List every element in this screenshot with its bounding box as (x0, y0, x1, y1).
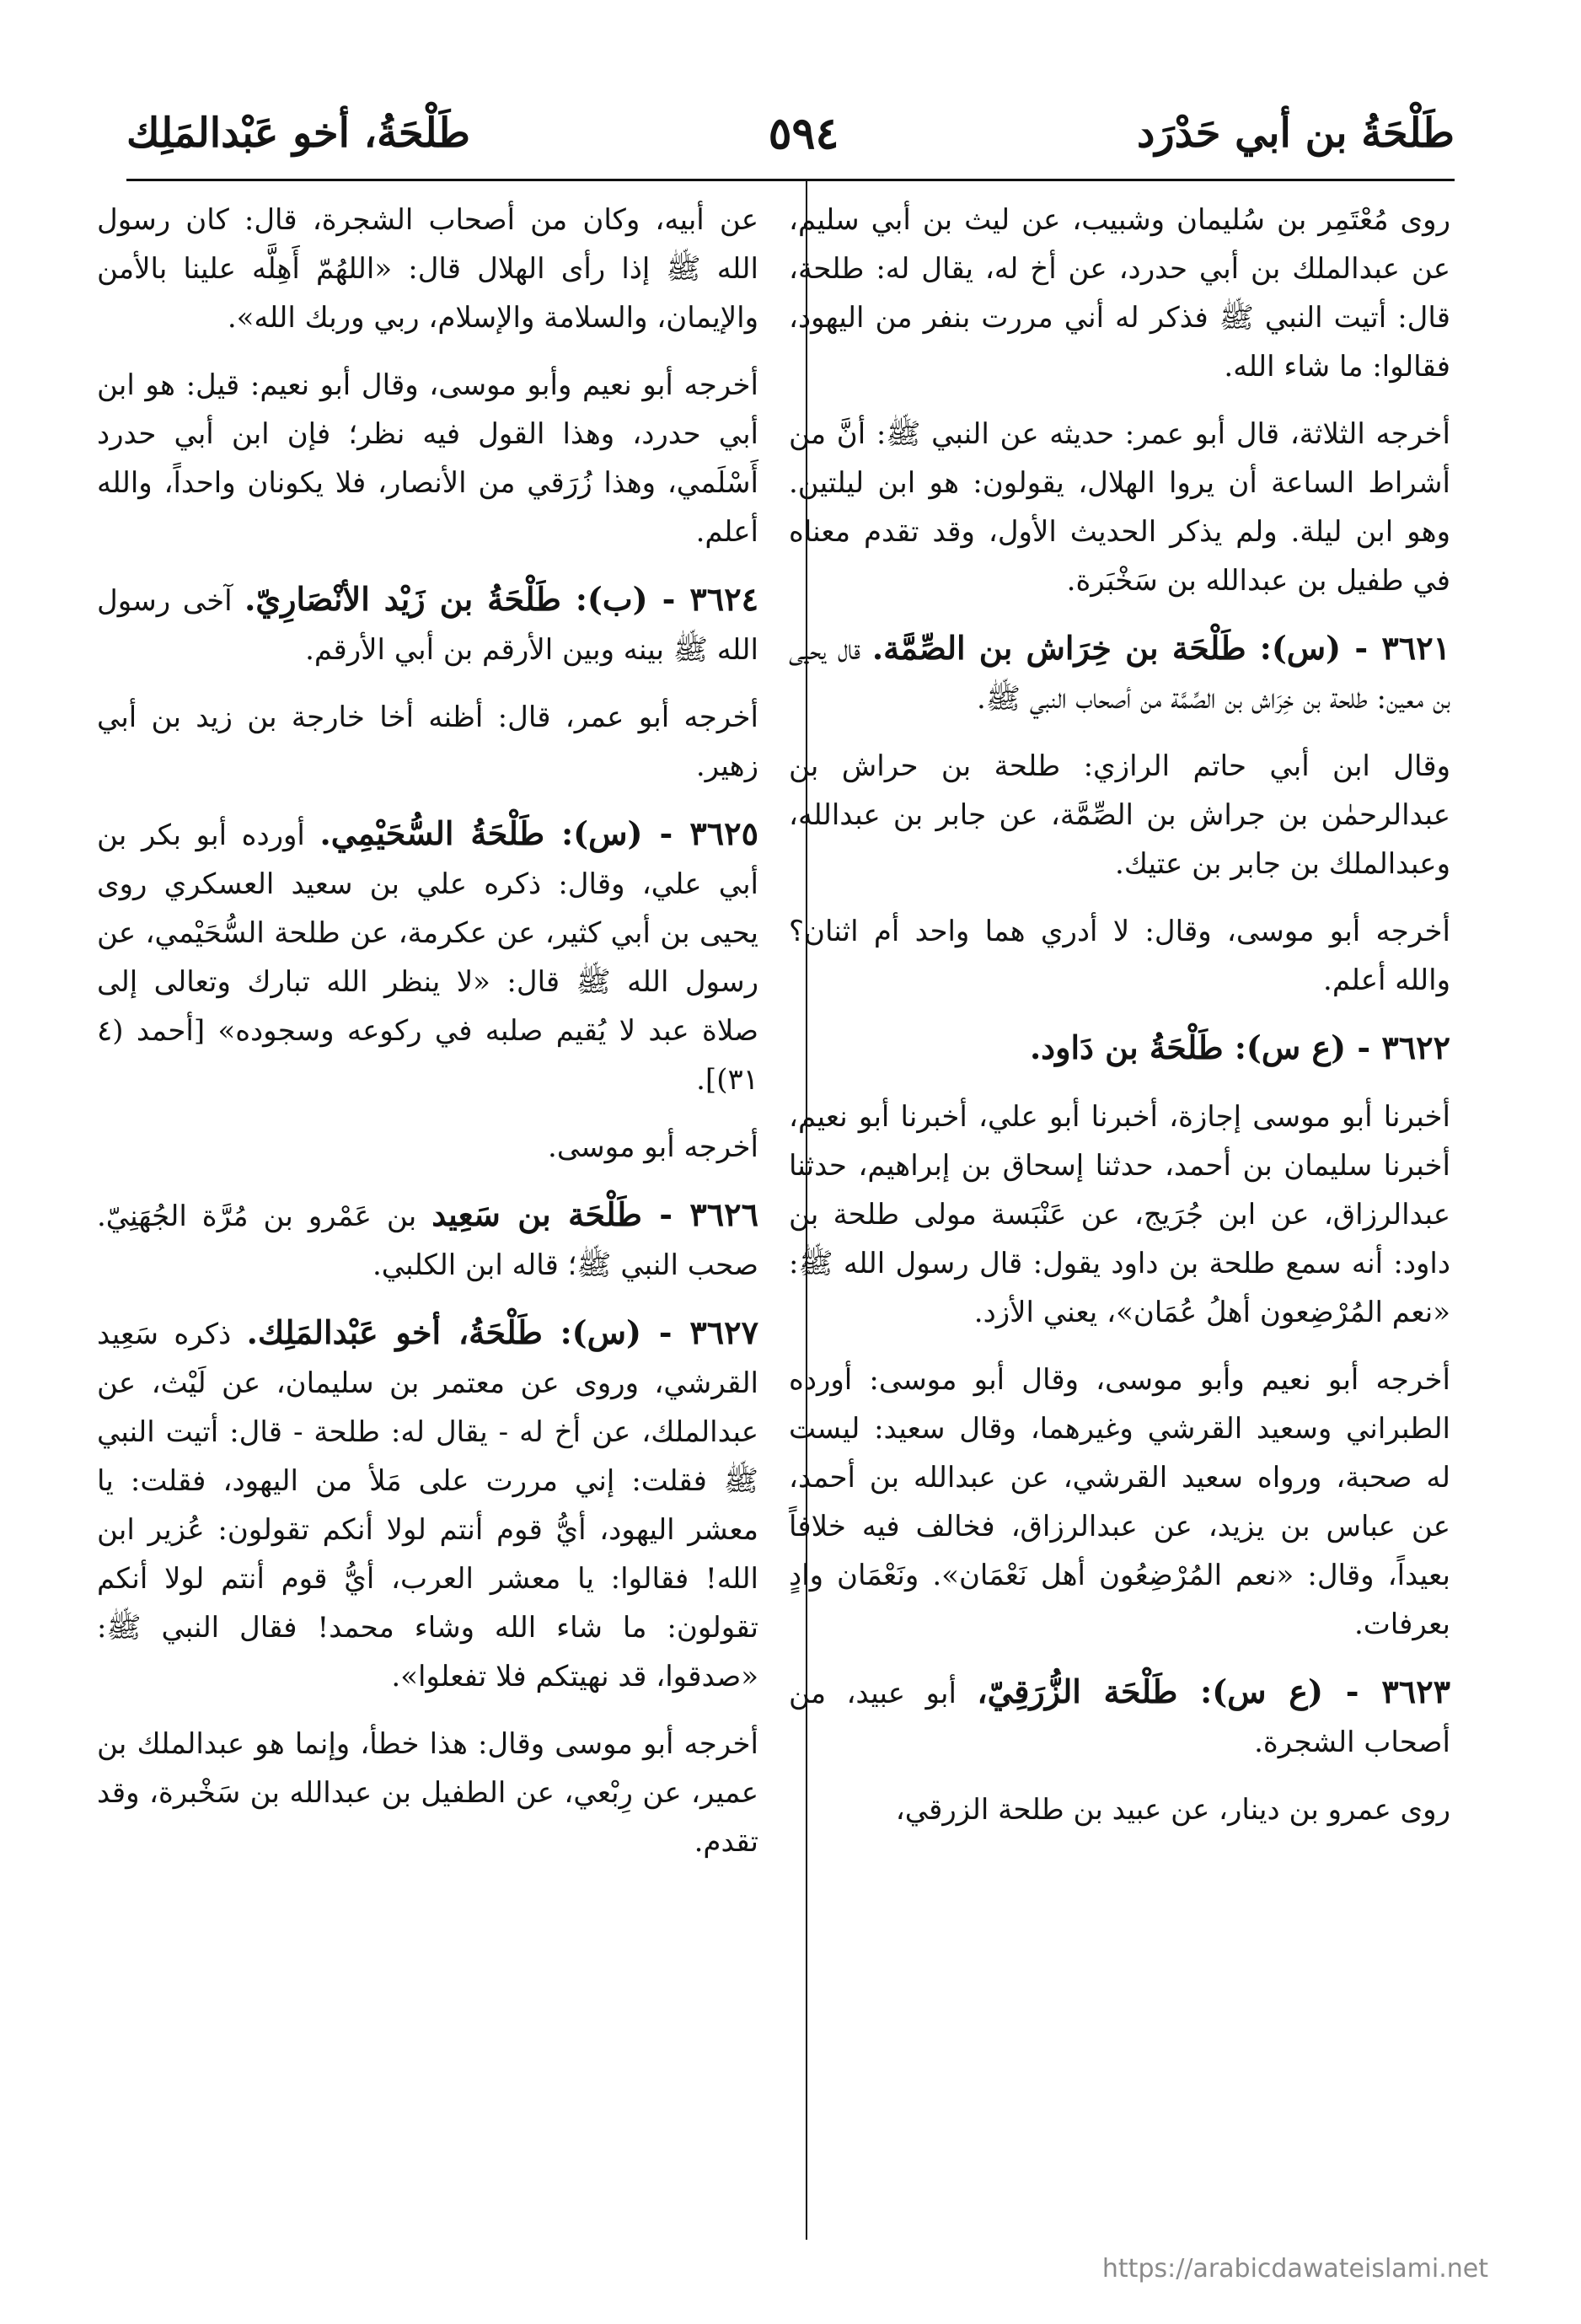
paragraph-text: روى مُعْتَمِر بن سُليمان وشبيب، عن ليث بن أبي سليم، عن عبدالملك بن أبي حدرد، عن أخ له، يقال له: طلحة، قال: أتيت النبي ﷺ فذكر له أني مررت بنفر من اليهود، فقالوا: ما شاء الله. (789, 203, 1451, 384)
entry-heading: ٣٦٢٦ - طَلْحَة بن سَعِيد (431, 1195, 758, 1233)
entry-heading: ٣٦٢٤ - (ب): طَلْحَةُ بن زَيْد الأنْصَارِيّ. (244, 580, 759, 618)
paragraph-text: أبو عبيد، من أصحاب الشجرة. (789, 1677, 1450, 1759)
right-column (789, 196, 1450, 1853)
paragraph-text: أخبرنا أبو موسى إجازة، أخبرنا أبو علي، أخبرنا أبو نعيم، أخبرنا سليمان بن أحمد، حدثنا إسحاق بن إبراهيم، حدثنا عبدالرزاق، عن ابن جُرَيج، عن عَنْبَسة مولى طلحة بن داود: أنه سمع طلحة بن داود يقول: قال رسول الله ﷺ: «نعم المُرْضِعون أهلُ عُمَان»، يعني الأزد. (789, 1100, 1450, 1329)
paragraph (97, 1190, 758, 1290)
paragraph (97, 575, 758, 674)
entry-heading: ٣٦٢٣ - (ع س): طَلْحَة الزُّرَقِيّ، (977, 1672, 1451, 1710)
paragraph-text: بن عَمْرو بن مُرَّة الجُهَنِيّ. صحب النبي ﷺ؛ قاله ابن الكلبي. (97, 1200, 758, 1282)
paragraph (789, 907, 1450, 1005)
paragraph (789, 1355, 1450, 1649)
entry-heading: ٣٦٢٧ - (س): طَلْحَةُ، أخو عَبْدالمَلِك. (246, 1313, 758, 1351)
paragraph (97, 1308, 758, 1701)
paragraph (789, 624, 1450, 723)
paragraph (97, 809, 758, 1104)
paragraph-text: أخرجه أبو عمر، قال: أظنه أخا خارجة بن زيد بن أبي زهير. (97, 700, 758, 783)
paragraph (97, 1123, 758, 1172)
paragraph (789, 742, 1450, 888)
paragraph (789, 1667, 1450, 1767)
left-column (97, 196, 758, 1885)
paragraph-text: أورده أبو بكر بن أبي علي، وقال: ذكره علي بن سعيد العسكري روى يحيى بن أبي كثير، عن عكرمة، عن طلحة السُّحَيْمي، عن رسول الله ﷺ قال: «لا ينظر الله تبارك وتعالى إلى صلاة عبد لا يُقيم صلبه في ركوعه وسجوده» [أحمد (٤ ٣١)]. (97, 818, 758, 1097)
paragraph-text: وقال ابن أبي حاتم الرازي: طلحة بن حراش بن عبدالرحمٰن بن جراش بن الصِّمَّة، عن جابر بن عبدالله، وعبدالملك بن جابر بن عتيك. (789, 749, 1450, 881)
paragraph-text: روى عمرو بن دينار، عن عبيد بن طلحة الزرقي، (895, 1793, 1450, 1827)
paragraph (789, 1092, 1450, 1337)
paragraph (97, 693, 758, 791)
paragraph (789, 410, 1450, 605)
paragraph-text: أخرجه أبو نعيم وأبو موسى، وقال أبو نعيم: قيل: هو ابن أبي حدرد، وهذا القول فيه نظر؛ فإن ابن أبي حدرد أَسْلَمي، وهذا زُرَقي من الأنصار، فلا يكونان واحداً، والله أعلم. (97, 368, 758, 549)
header-right-title: طَلْحَةُ بن أبي حَدْرَد (1137, 110, 1455, 157)
paragraph (97, 1720, 758, 1866)
entry-heading: ٣٦٢١ - (س): طَلْحَة بن خِرَاش بن الصِّمَّة. (871, 629, 1451, 667)
paragraph-text: قال يحيى بن معين: طلحة بن خِرَاش بن الصِّمَّة من أصحاب النبي ﷺ. (789, 633, 1450, 716)
paragraph (97, 361, 758, 556)
paragraph-text: أخرجه أبو موسى وقال: هذا خطأ، وإنما هو عبدالملك بن عمير، عن رِبْعي، عن الطفيل بن عبدالله بن سَخْبرة، وقد تقدم. (97, 1727, 758, 1859)
paragraph (789, 196, 1450, 391)
paragraph-text: عن أبيه، وكان من أصحاب الشجرة، قال: كان رسول الله ﷺ إذا رأى الهلال قال: «اللهُمّ أَهِلَّه علينا بالأمن والإيمان، والسلامة والإسلام، ربي وربك الله». (97, 203, 758, 335)
entry-heading: ٣٦٢٥ - (س): طَلْحَةُ السُّحَيْمِي. (319, 814, 758, 852)
header-left-title: طَلْحَةُ، أخو عَبْدالمَلِك (126, 110, 470, 157)
paragraph-text: أخرجه الثلاثة، قال أبو عمر: حديثه عن النبي ﷺ: أنَّ من أشراط الساعة أن يروا الهلال، يقولون: هو ابن ليلتين. وهو ابن ليلة. ولم يذكر الحديث الأول، وقد تقدم معناه في طفيل بن عبدالله بن سَخْبَرة. (789, 417, 1450, 598)
paragraph (789, 1785, 1450, 1834)
paragraph-text: أخرجه أبو موسى. (548, 1130, 758, 1164)
paragraph (97, 196, 758, 342)
header-rule (126, 179, 1455, 181)
paragraph (789, 1023, 1450, 1074)
page-number: ٥٩٤ (768, 107, 839, 159)
paragraph-text: آخى رسول الله ﷺ بينه وبين الأرقم بن أبي الأرقم. (97, 584, 758, 667)
paragraph-text: أخرجه أبو نعيم وأبو موسى، وقال أبو موسى: أورده الطبراني وسعيد القرشي وغيرهما، وقال سعيد: ليست له صحبة، ورواه سعيد القرشي، عن عبدالله بن أحمد، عن عباس بن يزيد، عن عبدالرزاق، فخالف فيه خلافاً بعيداً، وقال: «نعم المُرْضِعُون أهل نَعْمَان». ونَعْمَان وادٍ بعرفات. (789, 1363, 1450, 1641)
running-header (126, 99, 1455, 167)
paragraph-text: ذكره سَعِيد القرشي، وروى عن معتمر بن سليمان، عن لَيْث، عن عبدالملك، عن أخ له - يقال له: طلحة - قال: أتيت النبي ﷺ فقلت: إني مررت على مَلأ من اليهود، فقلت: يا معشر اليهود، أيُّ قوم أنتم لولا أنكم تقولون: عُزير ابن الله! فقالوا: يا معشر العرب، أيُّ قوم أنتم لولا أنكم تقولون: ما شاء الله وشاء محمد! فقال النبي ﷺ: «صدقوا، قد نهيتكم فلا تفعلوا». (97, 1318, 758, 1693)
paragraph-text: أخرجه أبو موسى، وقال: لا أدري هما واحد أم اثنان؟ والله أعلم. (789, 915, 1450, 997)
entry-heading: ٣٦٢٢ - (ع س): طَلْحَةُ بن دَاود. (1029, 1028, 1450, 1066)
source-url[interactable]: https://arabicdawateislami.net (1101, 2254, 1488, 2284)
